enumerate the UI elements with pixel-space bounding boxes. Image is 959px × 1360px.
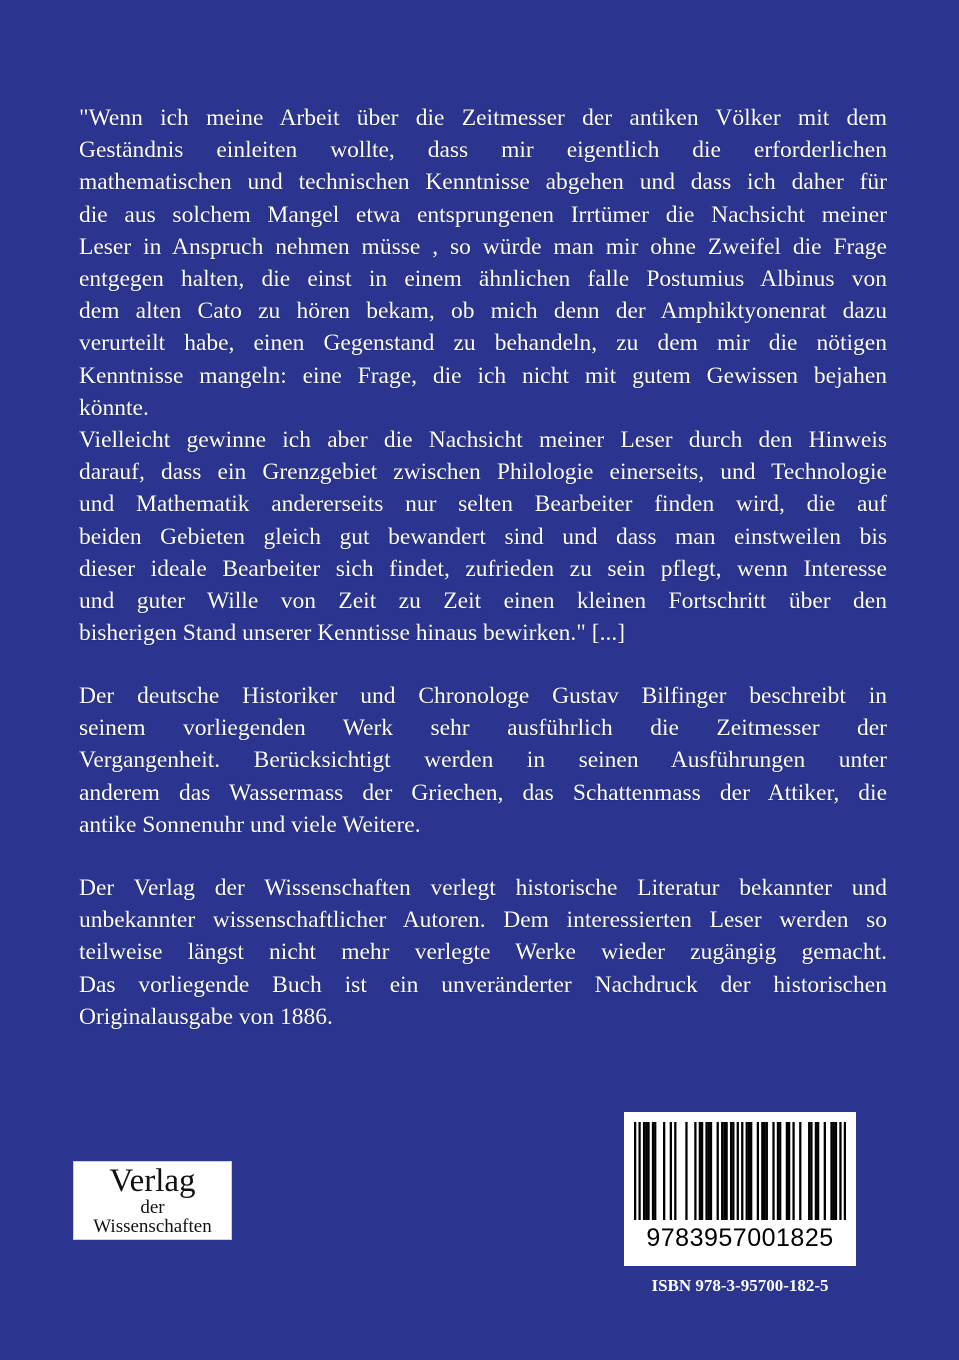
barcode-bar (730, 1122, 732, 1220)
barcode-bar (717, 1122, 719, 1220)
barcode-bar (786, 1122, 788, 1220)
logo-line-verlag: Verlag (109, 1163, 196, 1199)
text-line: Kenntnisse mangeln: eine Frage, die ich nicht mit gutem Gewissen bejahen (79, 362, 887, 389)
barcode-bar (741, 1122, 743, 1220)
barcode-bar (815, 1122, 817, 1220)
barcode-bar (737, 1122, 739, 1220)
barcode (624, 1112, 856, 1266)
text-line: die aus solchem Mangel etwa entsprungenen Irrtümer die Nachsicht meiner (79, 201, 887, 228)
barcode-bar (699, 1122, 701, 1220)
text-line: mathematischen und technischen Kenntnisse abgehen und dass ich daher für (79, 169, 887, 196)
barcode-bar (710, 1122, 712, 1220)
text-line: dem alten Cato zu hören bekam, ob mich denn der Amphiktyonenrat dazu (79, 298, 887, 325)
barcode-bar (763, 1122, 765, 1220)
barcode-bar (634, 1122, 636, 1220)
barcode-bar (779, 1122, 781, 1220)
text-line: und Mathematik andererseits nur selten Bearbeiter finden wird, die auf (79, 491, 887, 518)
barcode-bar (732, 1122, 734, 1220)
barcode-bar (817, 1122, 819, 1220)
barcode-bar (810, 1122, 812, 1220)
barcode-bar (663, 1122, 665, 1220)
text-line: Vergangenheit. Berücksichtigt werden in seinen Ausführungen unter (79, 747, 887, 774)
barcode-bar (835, 1122, 837, 1220)
isbn-label: ISBN 978-3-95700-182-5 (651, 1276, 829, 1295)
barcode-bar (652, 1122, 654, 1220)
barcode-bar (761, 1122, 763, 1220)
text-line: und guter Wille von Zeit zu Zeit einen kleinen Fortschritt über den (79, 588, 887, 615)
barcode-bar (670, 1122, 672, 1220)
barcode-bar (701, 1122, 703, 1220)
text-line: könnte. (79, 394, 149, 421)
text-line: Der deutsche Historiker und Chronologe Gustav Bilfinger beschreibt in (79, 683, 887, 709)
barcode-bar (647, 1122, 649, 1220)
barcode-bar (839, 1122, 841, 1220)
logo-line-wissenschaften: Wissenschaften (93, 1216, 212, 1237)
barcode-bar (746, 1122, 748, 1220)
publisher-logo (73, 1161, 232, 1240)
barcode-bar (799, 1122, 801, 1220)
barcode-bar (833, 1122, 835, 1220)
barcode-bar (654, 1122, 656, 1220)
text-line: antike Sonnenuhr und viele Weitere. (79, 811, 421, 838)
barcode-bars (634, 1122, 846, 1220)
text-line: bisherigen Stand unserer Kenntisse hinaus bewirken." [...] (79, 620, 626, 647)
barcode-bar (725, 1122, 727, 1220)
barcode-bar (748, 1122, 750, 1220)
text-line: Vielleicht gewinne ich aber die Nachsicht meiner Leser durch den Hinweis (79, 427, 887, 454)
text-line: entgegen halten, die einst in einem ähnlichen falle Postumius Albinus von (79, 266, 887, 293)
barcode-bar (674, 1122, 676, 1220)
barcode-bar (808, 1122, 810, 1220)
barcode-bar (824, 1122, 826, 1220)
text-line: unbekannter wissenschaftlicher Autoren. Dem interessierten Leser werden so (79, 907, 887, 934)
text-line: verurteilt habe, einen Gegenstand zu behandeln, zu dem mir die nötigen (79, 330, 887, 357)
barcode-bar (750, 1122, 752, 1220)
quote-paragraph (79, 102, 887, 649)
text-line: "Wenn ich meine Arbeit über die Zeitmesser der antiken Völker mit dem (79, 105, 887, 131)
summary-paragraph (79, 680, 887, 841)
text-line: Originalausgabe von 1886. (79, 1003, 333, 1030)
logo-line-der: der (140, 1197, 165, 1218)
barcode-bar (757, 1122, 759, 1220)
barcode-bar (788, 1122, 790, 1220)
barcode-bar (645, 1122, 647, 1220)
barcode-bar (766, 1122, 768, 1220)
text-line: beiden Gebieten gleich gut bewandert sind und dass man einstweilen bis (79, 523, 887, 550)
text-line: Der Verlag der Wissenschaften verlegt historische Literatur bekannter und (79, 875, 887, 901)
barcode-bar (685, 1122, 687, 1220)
text-line: Leser in Anspruch nehmen müsse , so würde man mir ohne Zweifel die Frage (79, 233, 887, 260)
barcode-bar (844, 1122, 846, 1220)
barcode-bar (721, 1122, 723, 1220)
text-line: Das vorliegende Buch ist ein unveränderter Nachdruck der historischen (79, 971, 887, 998)
barcode-bar (694, 1122, 696, 1220)
text-line: Geständnis einleiten wollte, dass mir eigentlich die erforderlichen (79, 137, 887, 164)
text-line: anderem das Wassermass der Griechen, das Schattenmass der Attiker, die (79, 779, 887, 806)
text-line: darauf, dass ein Grenzgebiet zwischen Philologie einerseits, und Technologie (79, 459, 887, 486)
barcode-bar (777, 1122, 779, 1220)
text-line: teilweise längst nicht mehr verlegte Werke wieder zugängig gemacht. (79, 939, 887, 966)
barcode-bar (638, 1122, 640, 1220)
barcode-bar (705, 1122, 707, 1220)
barcode-bar (723, 1122, 725, 1220)
text-line: dieser ideale Bearbeiter sich findet, zufrieden zu sein pflegt, wenn Interesse (79, 555, 887, 582)
barcode-bar (708, 1122, 710, 1220)
text-line: seinem vorliegenden Werk sehr ausführlich die Zeitmesser der (79, 715, 887, 742)
barcode-bar (830, 1122, 832, 1220)
barcode-bar (643, 1122, 645, 1220)
barcode-digits: 9783957001825 (646, 1224, 834, 1252)
barcode-bar (792, 1122, 794, 1220)
publisher-paragraph (79, 872, 887, 1033)
barcode-bar (772, 1122, 774, 1220)
